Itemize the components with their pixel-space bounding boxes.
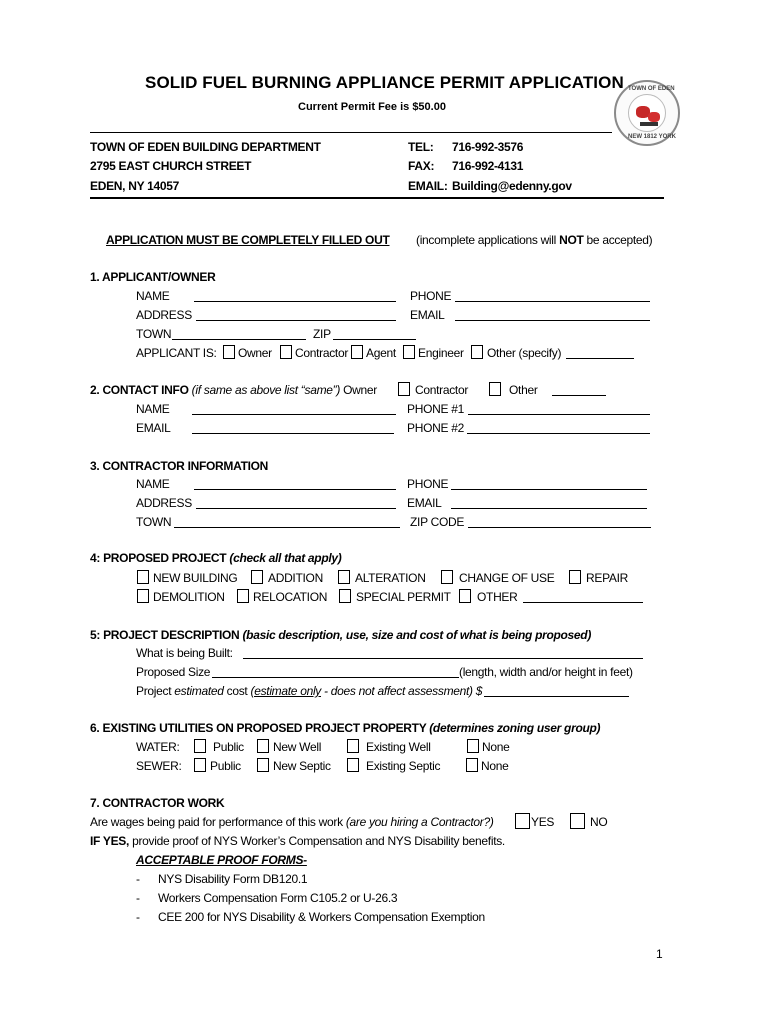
tel-label: TEL: <box>408 140 434 154</box>
fax-label: FAX: <box>408 159 435 173</box>
town-seal <box>614 80 680 146</box>
existing-well-label: Existing Well <box>366 740 431 754</box>
s2-phone1-field[interactable] <box>468 414 650 415</box>
proof-form-item: CEE 200 for NYS Disability & Workers Compensation Exemption <box>158 910 485 924</box>
demolition-checkbox[interactable] <box>137 589 149 603</box>
new-well-label: New Well <box>273 740 322 754</box>
s2-owner-checkbox[interactable] <box>398 382 410 396</box>
existing-well-checkbox[interactable] <box>347 739 359 753</box>
s4-heading-italic: (check all that apply) <box>229 551 342 565</box>
other-project-checkbox[interactable] <box>459 589 471 603</box>
proof-form-item: NYS Disability Form DB120.1 <box>158 872 308 886</box>
other-project-label: OTHER <box>477 590 518 604</box>
cost-text-b: estimated <box>174 684 224 698</box>
form-dash-1: - <box>136 872 140 886</box>
dept-city: EDEN, NY 14057 <box>90 179 179 193</box>
section-2-heading <box>90 383 377 397</box>
built-label: What is being Built: <box>136 646 233 660</box>
wages-question <box>90 815 494 829</box>
new-well-checkbox[interactable] <box>257 739 269 753</box>
sewer-none-label: None <box>481 759 509 773</box>
alteration-label: ALTERATION <box>355 571 426 585</box>
form-dash-2: - <box>136 891 140 905</box>
s2-contractor-checkbox[interactable] <box>489 382 501 396</box>
cost-field[interactable] <box>484 696 629 697</box>
s3-zip-field[interactable] <box>468 527 651 528</box>
proof-form-item: Workers Compensation Form C105.2 or U-26.3 <box>158 891 398 905</box>
s3-town-label: TOWN <box>136 515 172 529</box>
applicant-owner-label: Owner <box>238 346 272 360</box>
applicant-engineer-label: Engineer <box>418 346 464 360</box>
size-note: (length, width and/or height in feet) <box>459 665 633 679</box>
new-building-label: NEW BUILDING <box>153 571 238 585</box>
s1-town-label: TOWN <box>136 327 172 341</box>
built-field[interactable] <box>243 658 643 659</box>
demolition-label: DEMOLITION <box>153 590 225 604</box>
s1-address-field[interactable] <box>196 320 396 321</box>
water-public-checkbox[interactable] <box>194 739 206 753</box>
special-permit-checkbox[interactable] <box>339 589 351 603</box>
alteration-checkbox[interactable] <box>338 570 350 584</box>
wages-question-a: Are wages being paid for performance of this work <box>90 815 346 829</box>
s2-name-label: NAME <box>136 402 170 416</box>
dept-name: TOWN OF EDEN BUILDING DEPARTMENT <box>90 140 321 154</box>
water-label: WATER: <box>136 740 180 754</box>
email-value: Building@edenny.gov <box>452 179 572 193</box>
s3-phone-label: PHONE <box>407 477 449 491</box>
complete-notice: APPLICATION MUST BE COMPLETELY FILLED OUT <box>106 233 390 247</box>
incomplete-notice <box>416 233 652 247</box>
applicant-other-checkbox[interactable] <box>471 345 483 359</box>
s1-address-label: ADDRESS <box>136 308 192 322</box>
if-yes-bold: IF YES, <box>90 834 130 848</box>
s5-heading-bold: 5: PROJECT DESCRIPTION <box>90 628 243 642</box>
applicant-engineer-checkbox[interactable] <box>403 345 415 359</box>
relocation-label: RELOCATION <box>253 590 328 604</box>
s5-heading-italic: (basic description, use, size and cost of what is being proposed) <box>242 628 592 642</box>
wages-yes-label: YES <box>531 815 555 829</box>
tel-value: 716-992-3576 <box>452 140 524 154</box>
applicant-is-label: APPLICANT IS: <box>136 346 217 360</box>
change-of-use-checkbox[interactable] <box>441 570 453 584</box>
new-septic-checkbox[interactable] <box>257 758 269 772</box>
s3-name-field[interactable] <box>194 489 396 490</box>
other-project-field[interactable] <box>523 602 643 603</box>
wages-question-b: (are you hiring a Contractor?) <box>345 815 494 829</box>
s2-phone1-label: PHONE #1 <box>407 402 464 416</box>
s1-zip-label: ZIP <box>313 327 331 341</box>
dept-street: 2795 EAST CHURCH STREET <box>90 159 252 173</box>
s1-email-field[interactable] <box>455 320 650 321</box>
cost-label <box>136 684 482 698</box>
sewer-public-checkbox[interactable] <box>194 758 206 772</box>
applicant-contractor-checkbox[interactable] <box>280 345 292 359</box>
s3-email-label: EMAIL <box>407 496 442 510</box>
wages-yes-checkbox[interactable] <box>515 813 530 829</box>
special-permit-label: SPECIAL PERMIT <box>356 590 451 604</box>
if-yes-text <box>90 834 505 848</box>
page-number: 1 <box>656 947 663 961</box>
cost-text-c: cost <box>223 684 251 698</box>
fax-value: 716-992-4131 <box>452 159 524 173</box>
seal-bottom-text: NEW 1812 YORK <box>628 134 676 140</box>
s1-town-field[interactable] <box>172 339 306 340</box>
seal-top-text: TOWN OF EDEN <box>628 86 675 92</box>
permit-fee: Current Permit Fee is $50.00 <box>298 101 446 113</box>
s3-town-field[interactable] <box>174 527 400 528</box>
wages-no-label: NO <box>590 815 608 829</box>
incomplete-text-not: NOT <box>559 233 584 247</box>
cost-text-a: Project <box>136 684 175 698</box>
repair-checkbox[interactable] <box>569 570 581 584</box>
header-bottom-rule <box>90 197 664 199</box>
incomplete-text-a: (incomplete applications will <box>416 233 560 247</box>
s2-heading-bold: 2. CONTACT INFO <box>90 383 192 397</box>
s1-name-field[interactable] <box>194 301 396 302</box>
s3-phone-field[interactable] <box>451 489 647 490</box>
water-none-checkbox[interactable] <box>467 739 479 753</box>
s2-phone2-field[interactable] <box>467 433 650 434</box>
s2-contractor-label: Contractor <box>415 383 469 397</box>
sewer-public-label: Public <box>210 759 241 773</box>
if-yes-rest: provide proof of NYS Worker’s Compensation and NYS Disability benefits. <box>129 834 505 848</box>
size-label: Proposed Size <box>136 665 211 679</box>
form-dash-3: - <box>136 910 140 924</box>
s2-other-field[interactable] <box>552 395 606 396</box>
s6-heading-italic: (determines zoning user group) <box>429 721 601 735</box>
section-6-heading <box>90 721 600 735</box>
s3-zip-label: ZIP CODE <box>410 515 465 529</box>
s2-email-label: EMAIL <box>136 421 171 435</box>
applicant-owner-checkbox[interactable] <box>223 345 235 359</box>
s2-name-field[interactable] <box>192 414 396 415</box>
addition-checkbox[interactable] <box>251 570 263 584</box>
applicant-agent-label: Agent <box>366 346 396 360</box>
form-title: SOLID FUEL BURNING APPLIANCE PERMIT APPLICATION <box>145 73 624 92</box>
s3-email-field[interactable] <box>451 508 647 509</box>
water-public-label: Public <box>213 740 244 754</box>
s6-heading-bold: 6. EXISTING UTILITIES ON PROPOSED PROJECT PROPERTY <box>90 721 430 735</box>
section-3-heading: 3. CONTRACTOR INFORMATION <box>90 459 269 473</box>
section-5-heading <box>90 628 591 642</box>
section-7-heading: 7. CONTRACTOR WORK <box>90 796 225 810</box>
s1-email-label: EMAIL <box>410 308 445 322</box>
addition-label: ADDITION <box>268 571 323 585</box>
s2-other-label: Other <box>509 383 538 397</box>
s4-heading-bold: 4: PROPOSED PROJECT <box>90 551 230 565</box>
proof-forms-heading: ACCEPTABLE PROOF FORMS- <box>136 853 307 867</box>
sewer-label: SEWER: <box>136 759 182 773</box>
s1-name-label: NAME <box>136 289 170 303</box>
existing-septic-label: Existing Septic <box>366 759 441 773</box>
applicant-other-field[interactable] <box>566 358 634 359</box>
repair-label: REPAIR <box>586 571 628 585</box>
s1-phone-label: PHONE <box>410 289 452 303</box>
section-4-heading <box>90 551 341 565</box>
applicant-contractor-label: Contractor <box>295 346 349 360</box>
s2-phone2-label: PHONE #2 <box>407 421 464 435</box>
size-field[interactable] <box>212 677 459 678</box>
s2-email-field[interactable] <box>192 433 394 434</box>
wages-no-checkbox[interactable] <box>570 813 585 829</box>
applicant-agent-checkbox[interactable] <box>351 345 363 359</box>
section-1-heading: 1. APPLICANT/OWNER <box>90 270 216 284</box>
change-of-use-label: CHANGE OF USE <box>459 571 555 585</box>
s1-phone-field[interactable] <box>455 301 650 302</box>
s2-owner-label: Owner <box>343 383 377 397</box>
cost-text-e: - does not affect assessment) $ <box>321 684 483 698</box>
header-rule <box>90 132 612 133</box>
email-label: EMAIL: <box>408 179 448 193</box>
relocation-checkbox[interactable] <box>237 589 249 603</box>
existing-septic-checkbox[interactable] <box>347 758 359 772</box>
cost-text-d: (estimate only <box>250 684 322 698</box>
s3-name-label: NAME <box>136 477 170 491</box>
water-none-label: None <box>482 740 510 754</box>
new-building-checkbox[interactable] <box>137 570 149 584</box>
new-septic-label: New Septic <box>273 759 331 773</box>
applicant-other-label: Other (specify) <box>487 346 562 360</box>
s3-address-label: ADDRESS <box>136 496 192 510</box>
incomplete-text-b: be accepted) <box>583 233 653 247</box>
s2-heading-italic: (if same as above list “same”) <box>191 383 341 397</box>
s1-zip-field[interactable] <box>333 339 416 340</box>
sewer-none-checkbox[interactable] <box>466 758 478 772</box>
s3-address-field[interactable] <box>196 508 396 509</box>
